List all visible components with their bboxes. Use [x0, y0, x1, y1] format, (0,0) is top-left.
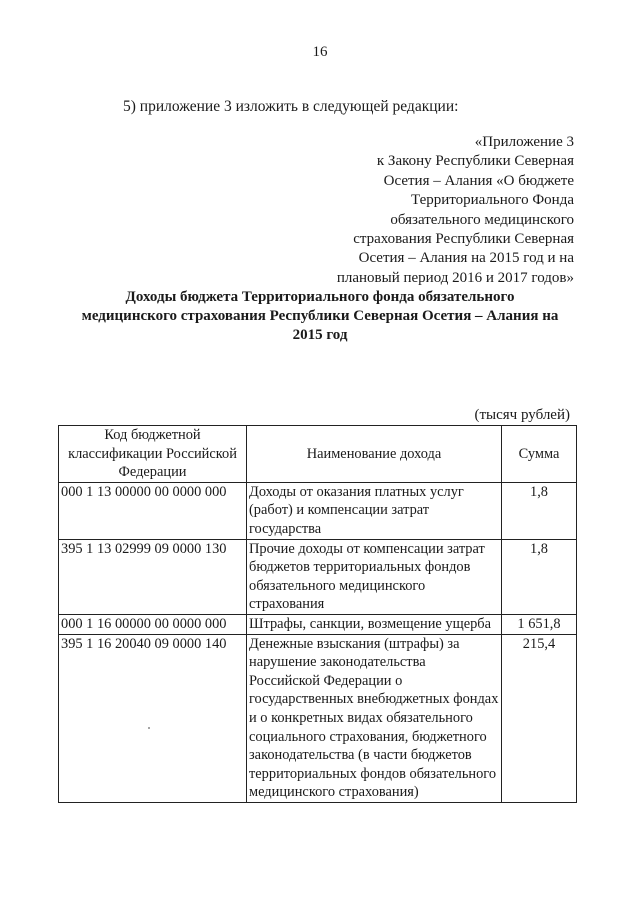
- row-name: Доходы от оказания платных услуг (работ) и компенсации затрат государства: [247, 482, 502, 539]
- appendix-line: обязательного медицинского: [390, 211, 574, 228]
- document-title: [70, 288, 570, 345]
- table-header-row: [59, 426, 577, 483]
- header-code: Код бюджетной классификации Российской Федерации: [59, 426, 247, 483]
- appendix-line: к Закону Республики Северная: [376, 153, 574, 170]
- appendix-line: страхования Республики Северная: [353, 231, 574, 248]
- page-number: 16: [312, 44, 328, 60]
- appendix-line: плановый период 2016 и 2017 годов»: [336, 269, 574, 286]
- appendix-reference: [294, 133, 574, 288]
- income-table: [58, 425, 577, 803]
- row-sum: 1,8: [502, 539, 577, 614]
- intro-paragraph: 5) приложение 3 изложить в следующей редакции:: [123, 98, 459, 115]
- header-name: Наименование дохода: [247, 426, 502, 483]
- appendix-line: Осетия – Алания «О бюджете: [383, 172, 574, 189]
- row-name: Денежные взыскания (штрафы) за нарушение законодательства Российской Федерации о государственных внебюджетных фондах и о конкретных видах обязательного социального страхования, бюджетного законодательства (в части бюджетов территориальных фондов обязательного медицинского страхования): [247, 634, 502, 802]
- units-label: (тысяч рублей): [474, 407, 570, 423]
- appendix-line: «Приложение 3: [474, 134, 574, 150]
- scan-artifact: [148, 727, 150, 729]
- table-row: [59, 482, 577, 539]
- row-code: 395 1 16 20040 09 0000 140: [59, 634, 247, 802]
- header-sum: Сумма: [502, 426, 577, 483]
- row-code: 000 1 16 00000 00 0000 000: [59, 614, 247, 634]
- row-sum: 1,8: [502, 482, 577, 539]
- title-line: медицинского страхования Республики Северная Осетия – Алания на: [81, 308, 559, 324]
- row-name: Штрафы, санкции, возмещение ущерба: [247, 614, 502, 634]
- table-row: [59, 634, 577, 802]
- row-sum: 215,4: [502, 634, 577, 802]
- appendix-line: Осетия – Алания на 2015 год и на: [358, 250, 574, 267]
- row-code: 395 1 13 02999 09 0000 130: [59, 539, 247, 614]
- table-row: [59, 539, 577, 614]
- title-line: 2015 год: [292, 327, 348, 343]
- row-sum: 1 651,8: [502, 614, 577, 634]
- appendix-line: Территориального Фонда: [410, 192, 574, 209]
- row-name: Прочие доходы от компенсации затрат бюджетов территориальных фондов обязательного медицинского страхования: [247, 539, 502, 614]
- row-code: 000 1 13 00000 00 0000 000: [59, 482, 247, 539]
- title-line: Доходы бюджета Территориального фонда обязательного: [125, 289, 515, 305]
- table-row: [59, 614, 577, 634]
